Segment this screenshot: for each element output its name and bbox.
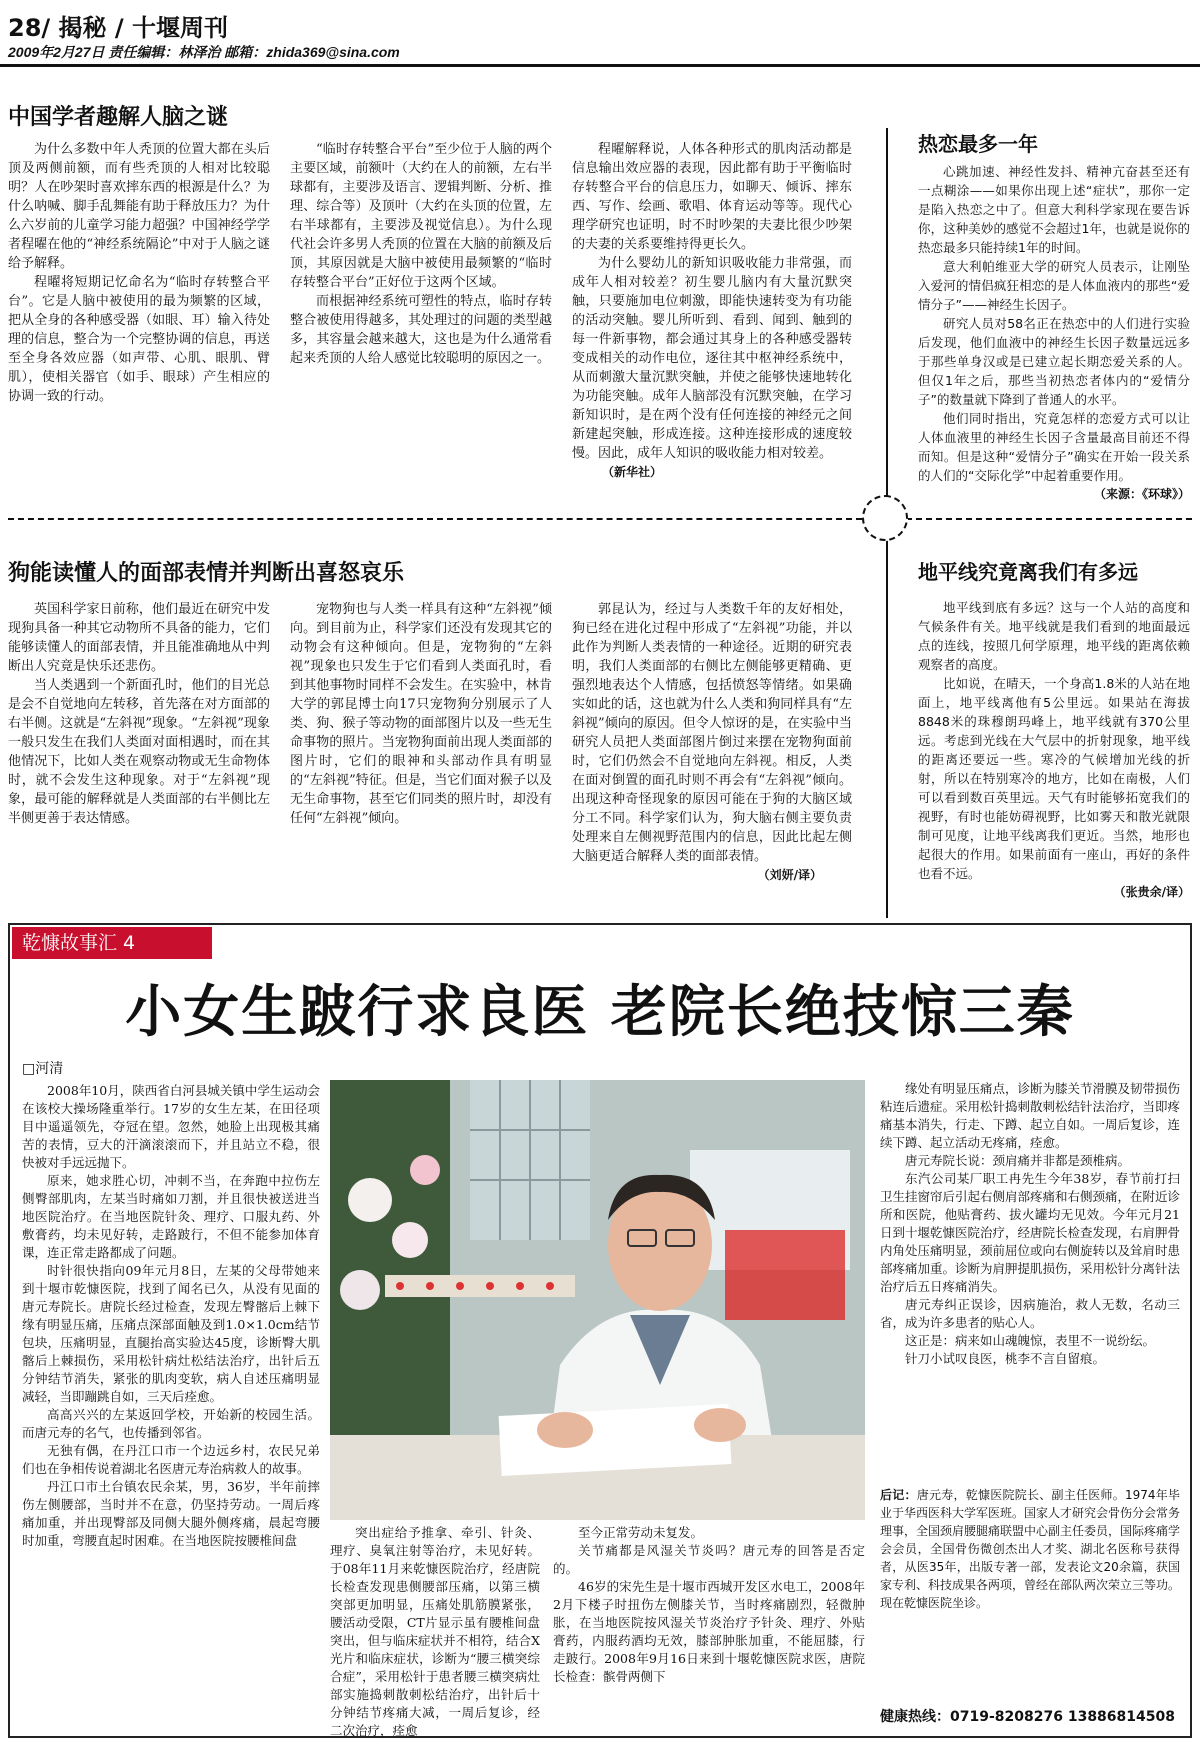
feature-col1: 2008年10月，陕西省白河县城关镇中学生运动会在该校大操场隆重举行。17岁的女生左某，在田径项目中遥遥领先，夺冠在望。忽然，她脸上出现极其痛苦的表情，豆大的汗滴滚滚而下，并且站立不稳，很快被对手远远抛下。 原来，她求胜心切，冲刺不当，在奔跑中拉伤左侧臀部肌肉，左某当时痛如刀割，并且很快被送进当地医院治疗。在当地医院针灸、理疗、口服丸药、外敷膏药，均未见好转，走路跛行，不但不能参加体育课，连正常走路都成了问题。 时针很快指向09年元月8日，左某的父母带她来到十堰市乾慷医院，找到了闻名已久，从没有见面的唐元寿院长。唐院长经过检查，发现左臀髂后上棘下缘有明显压痛，压痛点深部面触及到1.0×1.0cm结节包块，压痛明显，直腿抬高实验达45度，诊断臀大肌髂后上棘损伤，采用松针病灶松结法治疗，出针后五分钟结节消失，紧张的肌肉变软，病人自述压痛明显减轻，当即蹦跳自如，三天后痊愈。 高高兴兴的左某返回学校，开始新的校园生活。而唐元寿的名气，也传播到邻省。 无独有偶，在丹江口市一个边远乡村，农民兄弟们也在争相传说着湖北名医唐元寿治病救人的故事。 丹江口市土台镇农民余某，男，36岁，半年前摔伤左侧腰部，当时并不在意，仍坚持劳动。一周后疼痛加重，并出现臀部及同侧大腿外侧疼痛，晨起弯腰时加重，弯腰直起时困难。在当地医院按腰椎间盘 (22, 1083, 320, 1548)
article1-col2: “临时存转整合平台”至少位于人脑的两个主要区域，前额叶（大约在人的前额，左右半球都有，主要涉及语言、逻辑判断、分析、推理、综合等）及顶叶（大约在头顶的位置，左右半球都有，主要涉及视觉信息）。为什么现代社会许多男人秃顶的位置在大脑的前额及后顶，其原因就是大脑中被使用最频繁的“临时存转整合平台”正好位于这两个区域。 而根据神经系统可塑性的特点，临时存转整合被使用得越多，其处理过的问题的类型越多，其容量会越来越大，这也是为什么通常看起来秃顶的人给人感觉比较聪明的原因之一。 (290, 142, 552, 366)
afterword-text: 唐元寿，乾慷医院院长、副主任医师。1974年毕业于华西医科大学军医班。国家人才研究会骨伤分会常务理事，全国颈肩腰腿痛联盟中心副主任委员，国际疼痛学会会员，全国骨伤微创杰出人才奖、湖北名医称号获得者，从医35年，出版专著一部，发表论文20余篇，获国家专利、科技成果各两项，曾经在部队两次荣立三等功。现在乾慷医院坐诊。 (880, 1488, 1181, 1610)
article3-source: （刘妍/译） (757, 868, 822, 882)
article2-source: （来源：《环球》） (1093, 487, 1190, 501)
feature-byline: □河清 (22, 1061, 64, 1077)
header-rule (0, 64, 1200, 67)
feature-tag: 乾慷故事汇 4 (12, 927, 212, 959)
article3-col2: 宠物狗也与人类一样具有这种“左斜视”倾向。到目前为止，科学家们还没有发现其它的动物会有这种倾向。但是，宠物狗的“左斜视”现象也只发生于它们看到人类面孔时，看到其他事物时同样不会发生。在实验中，林肯大学的郭昆博士向17只宠物狗分别展示了人类、狗、猴子等动物的面部图片以及一些无生命事物的照片。当宠物狗面前出现人类面部的图片时，它们的眼神和头部动作具有明显的“左斜视”特征。但是，当它们面对猴子以及无生命事物，甚至它们同类的照片时，却没有任何“左斜视”倾向。 (290, 602, 552, 826)
feature-afterword (880, 1486, 1180, 1612)
article2-title: 热恋最多一年 (918, 132, 1038, 156)
feature-col-right: 缘处有明显压痛点，诊断为膝关节滑膜及韧带损伤粘连后遗症。采用松针捣刺散刺松结针法治疗，当即疼痛基本消失，行走、下蹲、起立自如。一周后复诊，连续下蹲、起立活动无疼痛，痊愈。 唐元寿院长说：颈肩痛并非都是颈椎病。 东汽公司某厂职工冉先生今年38岁，春节前打扫卫生挂窗帘后引起右侧肩部疼痛和右侧颈痛，在附近诊所和医院，他贴膏药、拔火罐均无见效。今年元月21日到十堰乾慷医院治疗，经唐院长检查发现，右肩胛骨内角处压痛明显，颈前屈位或向右侧旋转以及耸肩时患部疼痛加重。诊断为肩胛提肌损伤，采用松针分离针法治疗后五日疼痛消失。 唐元寿纠正误诊，因病施治，救人无数，名动三省，成为许多患者的贴心人。 这正是：病来如山魂魄惊，表里不一说纷纭。 针刀小试叹良医，桃李不言自留痕。 (880, 1081, 1181, 1366)
photo-doctor-portrait (330, 1080, 865, 1520)
feature-col-mid2: 至今正常劳动未复发。 关节痛都是风湿关节炎吗？唐元寿的回答是否定的。 46岁的宋先生是十堰市西城开发区水电工，2008年2月下楼子时扭伤左侧膝关节，当时疼痛剧烈，轻微肿胀，在当地医院按风湿关节炎治疗予针灸、理疗、外贴膏药，内服药酒均无效，膝部肿胀加重，不能屈膝，行走跛行。2008年9月16日来到十堰乾慷医院求医，唐院长检查：髌骨两侧下 (553, 1525, 865, 1684)
divider-circle (862, 495, 908, 541)
article3-col3: 郭昆认为，经过与人类数千年的友好相处，狗已经在进化过程中形成了“左斜视”功能，并以此作为判断人类表情的一种途径。近期的研究表明，我们人类面部的右侧比左侧能够更精确、更强烈地表达个人情感，包括愤怒等情绪。如果确实如此的话，这也就为什么人类和狗同样具有“左斜视”倾向的原因。但令人惊讶的是，在实验中当研究人员把人类面部图片倒过来摆在宠物狗面前时，它们仍然会不自觉地向左斜视。相反，人类在面对倒置的面孔时则不再会有“左斜视”倾向。出现这种奇怪现象的原因可能在于狗的大脑区域分工不同。科学家们认为，狗大脑右侧主要负责处理来自左侧视野范围内的信息，因此比起左侧大脑更适合解释人类的面部表情。 （刘妍/译） (572, 600, 852, 885)
dashed-divider-left (8, 518, 862, 520)
article1-source: （新华社） (602, 465, 663, 479)
afterword-label: 后记： (880, 1488, 917, 1502)
article1-title: 中国学者趣解人脑之谜 (8, 104, 229, 130)
article4-source: （张贵余/译） (1113, 885, 1190, 899)
health-hotline: 健康热线：0719-8208276 13886814508 (880, 1709, 1175, 1725)
feature-col-mid1: 突出症给予推拿、牵引、针灸、理疗、臭氧注射等治疗，未见好转。于08年11月来乾慷医院治疗，经唐院长检查发现患侧腰部压痛，以第三横突部更加明显，压痛处肌筋膜紧张，腰活动受限，CT片显示虽有腰椎间盘突出，但与临床症状并不相符，结合X光片和临床症状，诊断为“腰三横突综合症”，采用松针于患者腰三横突病灶部实施捣刺散刺松结治疗，出针后十分钟结节疼痛大减，一周后复诊，经二次治疗，痊愈 (330, 1525, 540, 1738)
page-header-title: 28/ 揭秘 / 十堰周刊 (8, 14, 228, 42)
article3-col1: 英国科学家日前称，他们最近在研究中发现狗具备一种其它动物所不具备的能力，它们能够读懂人的面部表情，并且能准确地从中判断出人究竟是快乐还悲伤。 当人类遇到一个新面孔时，他们的目光总是会不自觉地向左转移，首先落在对方面部的右半侧。这就是“左斜视”现象。“左斜视”现象一般只发生在我们人类面对面相遇时，而在其他情况下，比如人类在观察动物或无生命物体时，就不会发生这种现象。对于“左斜视”现象，最可能的解释就是人类面部的右半侧比左半侧更善于表达情感。 (8, 602, 270, 826)
article4-body: 地平线到底有多远？这与一个人站的高度和气候条件有关。地平线就是我们看到的地面最远点的连线，按照几何学原理，地平线的距离依赖观察者的高度。 比如说，在晴天，一个身高1.8米的人站在地面上，地平线离他有5公里远。如果站在海拔8848米的珠穆朗玛峰上，地平线就有370公里远。考虑到光线在大气层中的折射现象，地平线的距离还要远一些。寒冷的气候增加光线的折射，所以在特别寒冷的地方，比如在南极，人们可以看到数百英里远。天气有时能够拓宽我们的视野，有时也能妨碍视野，比如雾天和散光就限制可见度，让地平线离我们更近。当然，地形也起很大的作用。如果前面有一座山，再好的条件也看不远。 （张贵余/译） (918, 598, 1190, 902)
article1-col3: 程曜解释说，人体各种形式的肌肉活动都是信息输出效应器的表现，因此都有助于平衡临时存转整合平台的信息压力，如聊天、倾诉、摔东西、写作、绘画、歌唱、体育运动等等。现代心理学研究也证明，时不时吵架的夫妻比很少吵架的夫妻的关系要维持得更长久。 为什么婴幼儿的新知识吸收能力非常强，而成年人相对较差？初生婴儿脑内有大量沉默突触，只要施加电位刺激，即能快速转变为有功能的活动突触。婴儿所听到、看到、闻到、触到的每一件新事物，都会通过其身上的各种感受器转变成相关的动作电位，逐往其中枢神经系统中，从而刺激大量沉默突触，并使之能够快速地转化为功能突触。成年人脑部没有沉默突触，在学习新知识时，是在两个没有任何连接的神经元之间新建起突触，形成连接。这种连接形成的速度较慢。因此，成年人知识的吸收能力相对较差。 （新华社） (572, 140, 852, 482)
feature-title: 小女生跛行求良医 老院长绝技惊三秦 (125, 979, 1075, 1045)
article2-body: 心跳加速、神经性发抖、精神亢奋甚至还有一点糊涂——如果你出现上述“症状”，那你一定是陷入热恋之中了。但意大利科学家现在要告诉你，这种美妙的感觉不会超过1年，也就是说你的热恋最多只能持续1年的时间。 意大利帕维亚大学的研究人员表示，让刚坠入爱河的情侣疯狂相恋的是人体血液内的那些“爱情分子”——神经生长因子。 研究人员对58名正在热恋中的人们进行实验后发现，他们血液中的神经生长因子数量远远多于那些单身汉或是已建立起长期恋爱关系的人。但仅1年之后，那些当初热恋者体内的“爱情分子”的数量就下降到了普通人的水平。 他们同时指出，究竟怎样的恋爱方式可以让人体血液里的神经生长因子含量最高目前还不得而知。但是这种“爱情分子”确实在开始一段关系的人们的“交际化学”中起着重要作用。 （来源：《环球》） (918, 162, 1190, 504)
article4-title: 地平线究竟离我们有多远 (918, 560, 1138, 584)
article3-title: 狗能读懂人的面部表情并判断出喜怒哀乐 (8, 560, 405, 586)
article1-col1: 为什么多数中年人秃顶的位置大都在头后顶及两侧前额，而有些秃顶的人相对比较聪明？人在吵架时喜欢摔东西的根源是什么？为什么呐喊、脚手乱舞能有助于释放压力？为什么六岁前的儿童学习能力超强？中国神经学学者程曜在他的“神经系统隔论”中对于人脑之谜给予解释。 程曜将短期记忆命名为“临时存转整合平台”。它是人脑中被使用的最为频繁的区域，把从全身的各种感受器（如眼、耳）输入待处理的信息，整合为一个完整协调的信息，再送至全身各效应器（如声带、心肌、眼肌、臂肌），使相关器官（如手、眼球）产生相应的协调一致的行动。 (8, 142, 270, 404)
dashed-divider-right (906, 518, 1192, 520)
page-header-date-editor: 2009年2月27日 责任编辑：林泽治 邮箱：zhida369@sina.com (8, 44, 400, 60)
